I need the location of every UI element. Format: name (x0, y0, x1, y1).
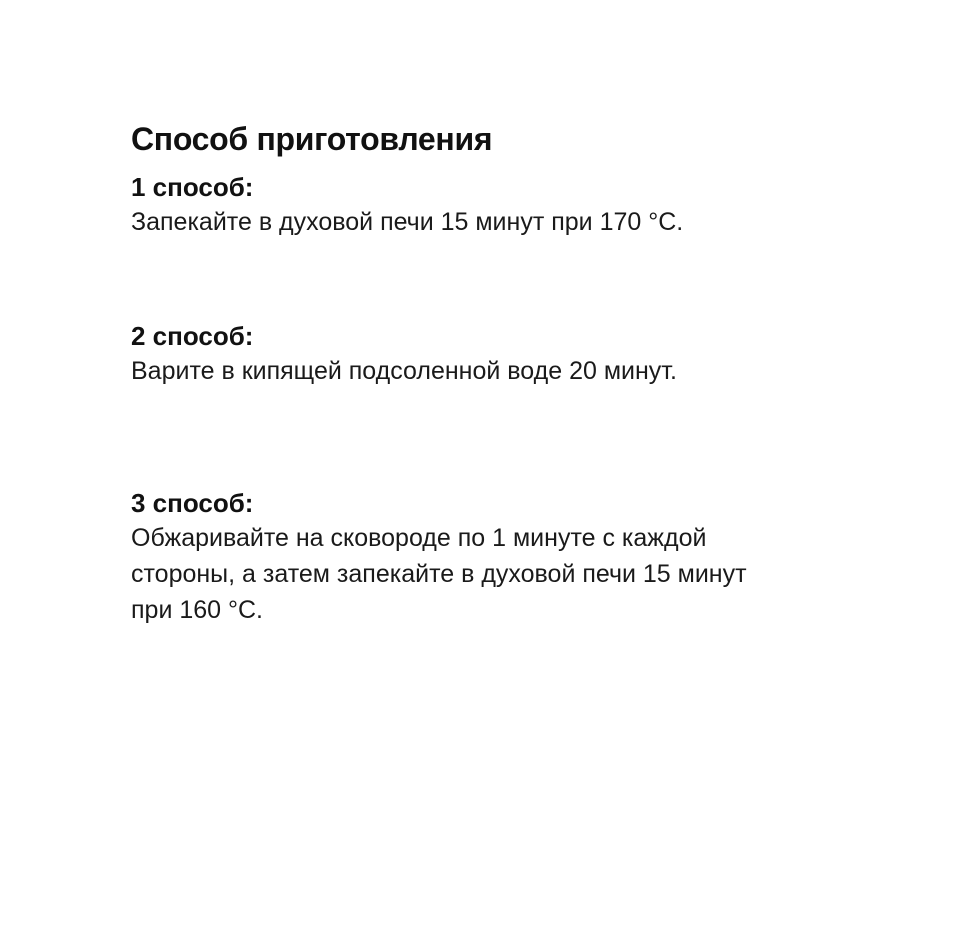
method-1-heading: 1 способ: (131, 172, 254, 202)
method-2 (131, 319, 851, 389)
method-3-text-line-1: Обжаривайте на сковороде по 1 минуте с каждой (131, 524, 707, 552)
method-3-text-line-2: стороны, а затем запекайте в духовой печи 15 минут (131, 560, 747, 588)
method-3-text-line-3: при 160 °С. (131, 596, 264, 624)
method-2-text-line-1: Варите в кипящей подсоленной воде 20 минут. (131, 357, 677, 385)
recipe-content (131, 118, 851, 628)
method-1-text-line-1: Запекайте в духовой печи 15 минут при 170 °С. (131, 208, 684, 236)
method-3 (131, 486, 851, 628)
page-title: Способ приготовления (131, 121, 493, 157)
method-2-heading: 2 способ: (131, 321, 254, 351)
method-1 (131, 170, 851, 240)
method-3-heading: 3 способ: (131, 488, 254, 518)
